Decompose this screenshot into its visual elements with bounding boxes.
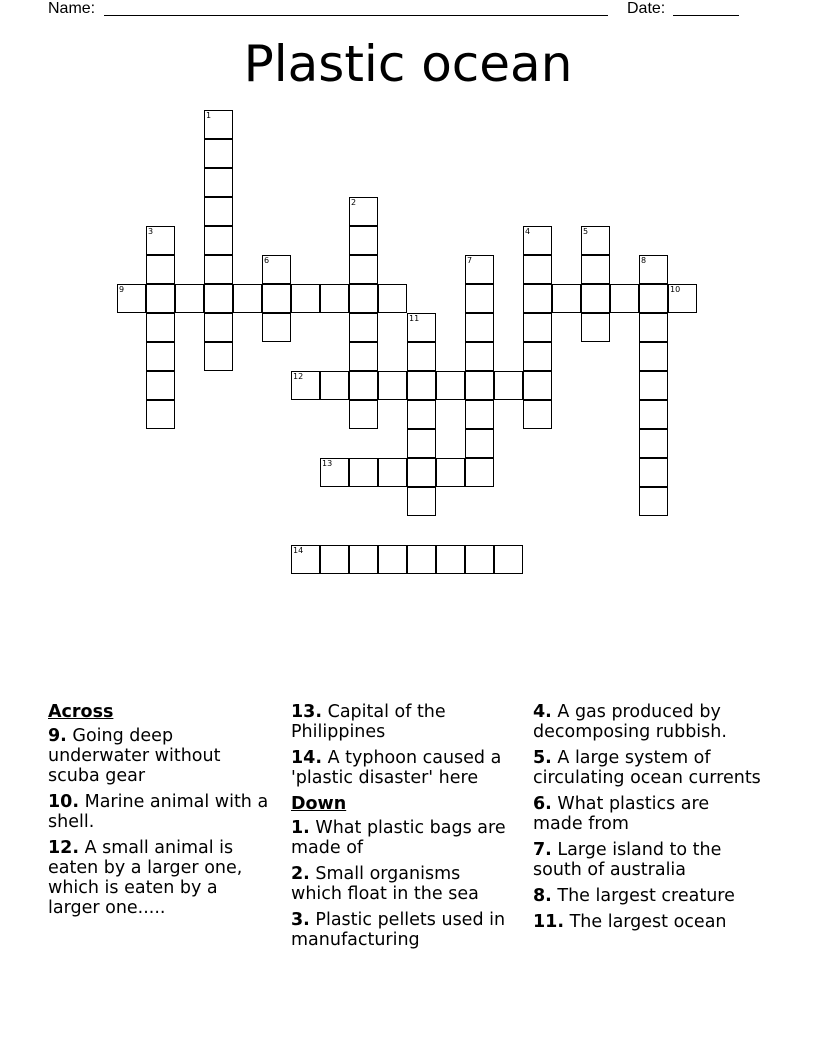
grid-cell[interactable] <box>465 371 494 400</box>
grid-cell[interactable] <box>581 313 610 342</box>
grid-cell[interactable] <box>146 255 175 284</box>
grid-cell[interactable] <box>146 284 175 313</box>
grid-cell[interactable] <box>494 371 523 400</box>
clue-number: 2. <box>291 864 310 884</box>
clue-number: 8. <box>533 886 552 906</box>
grid-cell[interactable] <box>407 458 436 487</box>
clue-number-label: 12 <box>293 372 304 381</box>
grid-cell[interactable] <box>349 342 378 371</box>
grid-cell[interactable] <box>610 284 639 313</box>
clue-number-label: 13 <box>322 459 333 468</box>
clue-text: Large island to the south of australia <box>533 840 722 880</box>
clue-number: 6. <box>533 794 552 814</box>
grid-cell[interactable] <box>523 313 552 342</box>
grid-cell[interactable] <box>523 255 552 284</box>
grid-cell[interactable] <box>204 342 233 371</box>
clue-text: What plastics are made from <box>533 794 710 834</box>
clue-down-11 <box>533 912 763 932</box>
clue-down-7 <box>533 840 763 880</box>
clue-text: A typhoon caused a 'plastic disaster' here <box>291 748 502 788</box>
clue-column-1 <box>48 702 273 924</box>
grid-cell[interactable] <box>639 429 668 458</box>
grid-cell[interactable] <box>291 284 320 313</box>
grid-cell[interactable] <box>204 255 233 284</box>
clue-down-1 <box>291 818 516 858</box>
clue-number: 10. <box>48 792 80 812</box>
grid-cell[interactable] <box>436 458 465 487</box>
grid-cell[interactable] <box>320 545 349 574</box>
clue-text: A large system of circulating ocean currents <box>533 748 761 788</box>
grid-cell[interactable] <box>639 255 668 284</box>
grid-cell[interactable] <box>378 284 407 313</box>
clue-text: Going deep underwater without scuba gear <box>48 726 221 786</box>
clue-number-label: 11 <box>409 314 420 323</box>
grid-cell[interactable] <box>407 429 436 458</box>
grid-cell[interactable] <box>262 284 291 313</box>
clue-text: Small organisms which float in the sea <box>291 864 479 904</box>
grid-cell[interactable] <box>581 255 610 284</box>
clue-down-3 <box>291 910 516 950</box>
clue-number: 12. <box>48 838 80 858</box>
grid-cell[interactable] <box>407 487 436 516</box>
grid-cell[interactable] <box>349 197 378 226</box>
clue-text: The largest creature <box>557 886 735 906</box>
clue-down-4 <box>533 702 763 742</box>
clue-text: A small animal is eaten by a larger one, which is eaten by a larger one..... <box>48 838 243 918</box>
clue-number: 5. <box>533 748 552 768</box>
grid-cell[interactable] <box>291 545 320 574</box>
clue-column-2 <box>291 702 516 956</box>
grid-cell[interactable] <box>639 313 668 342</box>
grid-cell[interactable] <box>204 110 233 139</box>
clue-text: A gas produced by decomposing rubbish. <box>533 702 727 742</box>
clue-across-10 <box>48 792 273 832</box>
grid-cell[interactable] <box>581 226 610 255</box>
clue-number-label: 2 <box>351 198 357 207</box>
grid-cell[interactable] <box>639 284 668 313</box>
clue-number-label: 7 <box>467 256 473 265</box>
grid-cell[interactable] <box>465 545 494 574</box>
grid-cell[interactable] <box>639 400 668 429</box>
clue-number: 1. <box>291 818 310 838</box>
grid-cell[interactable] <box>465 313 494 342</box>
clue-across-9 <box>48 726 273 786</box>
grid-cell[interactable] <box>117 284 146 313</box>
grid-cell[interactable] <box>233 284 262 313</box>
grid-cell[interactable] <box>639 342 668 371</box>
grid-cell[interactable] <box>523 226 552 255</box>
clue-number-label: 9 <box>119 285 125 294</box>
grid-cell[interactable] <box>349 226 378 255</box>
grid-cell[interactable] <box>146 313 175 342</box>
clue-number: 14. <box>291 748 323 768</box>
grid-cell[interactable] <box>523 371 552 400</box>
grid-cell[interactable] <box>407 371 436 400</box>
clue-across-12 <box>48 838 273 918</box>
grid-cell[interactable] <box>204 226 233 255</box>
clue-down-8 <box>533 886 763 906</box>
clue-number-label: 6 <box>264 256 270 265</box>
grid-cell[interactable] <box>146 342 175 371</box>
grid-cell[interactable] <box>639 487 668 516</box>
grid-cell[interactable] <box>523 400 552 429</box>
grid-cell[interactable] <box>581 284 610 313</box>
grid-cell[interactable] <box>175 284 204 313</box>
down-heading: Down <box>291 794 347 814</box>
clue-down-6 <box>533 794 763 834</box>
grid-cell[interactable] <box>407 545 436 574</box>
grid-cell[interactable] <box>639 458 668 487</box>
grid-cell[interactable] <box>262 313 291 342</box>
clue-number-label: 1 <box>206 111 212 120</box>
clue-number-label: 10 <box>670 285 681 294</box>
grid-cell[interactable] <box>204 139 233 168</box>
clue-across-13 <box>291 702 516 742</box>
grid-cell[interactable] <box>378 458 407 487</box>
grid-cell[interactable] <box>349 313 378 342</box>
clue-number-label: 8 <box>641 256 647 265</box>
grid-cell[interactable] <box>262 255 291 284</box>
clue-text: Plastic pellets used in manufacturing <box>291 910 506 950</box>
page-title: Plastic ocean <box>243 35 573 93</box>
grid-cell[interactable] <box>407 400 436 429</box>
grid-cell[interactable] <box>465 342 494 371</box>
grid-cell[interactable] <box>204 284 233 313</box>
clue-number-label: 5 <box>583 227 589 236</box>
clue-number-label: 14 <box>293 546 304 555</box>
grid-cell[interactable] <box>494 545 523 574</box>
grid-cell[interactable] <box>436 545 465 574</box>
grid-cell[interactable] <box>320 371 349 400</box>
clue-number: 7. <box>533 840 552 860</box>
grid-cell[interactable] <box>349 371 378 400</box>
grid-cell[interactable] <box>639 371 668 400</box>
grid-cell[interactable] <box>349 458 378 487</box>
grid-cell[interactable] <box>465 400 494 429</box>
grid-cell[interactable] <box>436 371 465 400</box>
grid-cell[interactable] <box>204 168 233 197</box>
grid-cell[interactable] <box>349 255 378 284</box>
grid-cell[interactable] <box>291 371 320 400</box>
clue-across-14 <box>291 748 516 788</box>
clue-text: What plastic bags are made of <box>291 818 506 858</box>
grid-cell[interactable] <box>523 284 552 313</box>
name-label: Name: <box>48 0 96 17</box>
clue-column-3 <box>533 702 763 938</box>
clue-down-2 <box>291 864 516 904</box>
grid-cell[interactable] <box>146 371 175 400</box>
date-label: Date: <box>627 0 666 17</box>
clue-number: 11. <box>533 912 565 932</box>
grid-cell[interactable] <box>146 400 175 429</box>
clue-number: 9. <box>48 726 67 746</box>
grid-cell[interactable] <box>378 371 407 400</box>
grid-cell[interactable] <box>552 284 581 313</box>
grid-cell[interactable] <box>465 458 494 487</box>
grid-cell[interactable] <box>204 313 233 342</box>
grid-cell[interactable] <box>320 284 349 313</box>
clue-text: Capital of the Philippines <box>291 702 446 742</box>
clue-text: Marine animal with a shell. <box>48 792 269 832</box>
grid-cell[interactable] <box>668 284 697 313</box>
grid-cell[interactable] <box>407 313 436 342</box>
grid-cell[interactable] <box>465 284 494 313</box>
clue-number-label: 4 <box>525 227 531 236</box>
grid-cell[interactable] <box>378 545 407 574</box>
grid-cell[interactable] <box>349 545 378 574</box>
across-heading: Across <box>48 702 114 722</box>
grid-cell[interactable] <box>320 458 349 487</box>
grid-cell[interactable] <box>349 284 378 313</box>
clue-number-label: 3 <box>148 227 154 236</box>
grid-cell[interactable] <box>349 400 378 429</box>
grid-cell[interactable] <box>146 226 175 255</box>
grid-cell[interactable] <box>465 429 494 458</box>
grid-cell[interactable] <box>523 342 552 371</box>
grid-cell[interactable] <box>465 255 494 284</box>
clue-text: The largest ocean <box>569 912 727 932</box>
grid-cell[interactable] <box>407 342 436 371</box>
clue-number: 4. <box>533 702 552 722</box>
clue-down-5 <box>533 748 763 788</box>
clue-number: 3. <box>291 910 310 930</box>
grid-cell[interactable] <box>204 197 233 226</box>
clue-number: 13. <box>291 702 323 722</box>
